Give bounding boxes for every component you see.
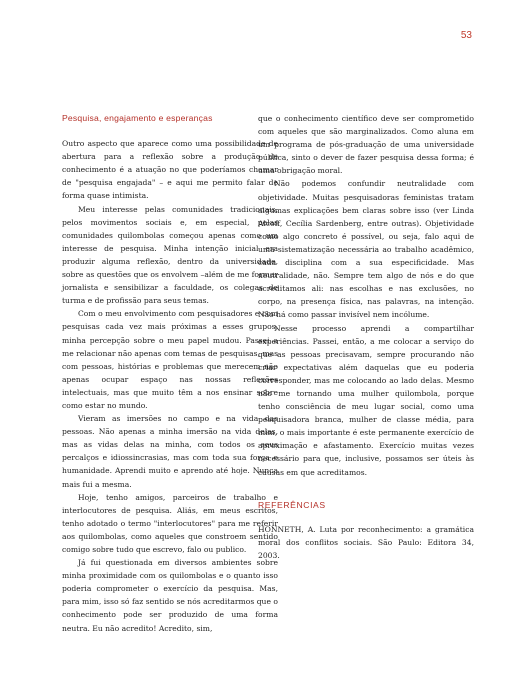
body-paragraph: Outro aspecto que aparece como uma possibilidade de abertura para a reflexão sobre a produção de conhecimento é a atuação no que poderíamos chamar de "pesquisa engajada" – e aqui me permito falar de forma quase intimista. <box>62 139 278 201</box>
body-paragraph: Com o meu envolvimento com pesquisadores e com pesquisas cada vez mais próximas a esses grupos, minha percepção sobre o meu papel mudou. Passei a me relacionar não apenas com temas de pesquisas, mas com pessoas, histórias e problemas que merecem não apenas ocupar espaço nas nossas reflexões intelectuais, mas que muito têm a nos ensinar sobre como estar no mundo. <box>62 309 278 410</box>
body-paragraph: Meu interesse pelas comunidades tradicionais, pelos movimentos sociais e, em especial, pelas comunidades quilombolas começou apenas como um interesse de pesquisa. Minha intenção inicial era produzir alguma reflexão, dentro da universidade, sobre as questões que os envolvem –além de me formar jornalista e sensibilizar a faculdade, os colegas de turma e de profissão para seus temas. <box>62 204 278 306</box>
body-paragraph: Vieram as imersões no campo e na vida das pessoas. Não apenas a minha imersão na vida delas, mas as vidas delas na minha, com todos os seus percalços e idiossincrasias, mas com toda sua força e humanidade. Aprendi muito e aprendo até hoje. Nunca mais fui a mesma. <box>62 414 278 489</box>
right-column <box>258 112 474 562</box>
body-paragraph: Não podemos confundir neutralidade com objetividade. Muitas pesquisadoras feministas tratam algumas explicações bem claras sobre isso (ver Linda Alcoff, Cecília Sardenberg, entre outras). Objetividade como algo concreto é possível, ou seja, falo aqui de uma sistematização necessária ao trabalho acadêmico, cada disciplina com a sua especificidade. Mas neutralidade, não. Sempre tem algo de nós e do que acreditamos ali: nas escolhas e nas exclusões, no corpo, na presença física, nas palavras, na intenção. Não há como passar invisível nem incólume. <box>258 179 474 320</box>
page-number: 53 <box>460 30 472 41</box>
body-paragraph: Hoje, tenho amigos, parceiros de trabalho e interlocutores de pesquisa. Aliás, em meus escritos, tenho adotado o termo "interlocutores" para me referir aos quilombolas, como aqueles que constroem sentido comigo sobre tudo que escrevo, falo ou publico. <box>62 492 278 554</box>
reference-entry: HONNETH, A. Luta por reconhecimento: a gramática moral dos conflitos sociais. São Paulo: Editora 34, 2003. <box>258 524 474 560</box>
references-heading: REFERÊNCIAS <box>258 499 326 510</box>
body-paragraph: que o conhecimento científico deve ser comprometido com aqueles que são marginalizados. Como aluna em um programa de pós-graduação de uma universidade pública, sinto o dever de fazer pesquisa dessa forma; é uma obrigação moral. <box>258 114 474 176</box>
left-column <box>62 112 278 635</box>
body-paragraph: Nesse processo aprendi a compartilhar experiências. Passei, então, a me colocar a serviço do que as pessoas precisavam, sempre procurando não criar expectativas além daquelas que eu poderia corresponder, mas me colocando ao lado delas. Mesmo não me tornando uma mulher quilombola, porque tenho consciência de meu lugar social, como uma pesquisadora branca, mulher de classe média, para mim, o mais importante é este permanente exercício de aproximação e afastamento. Exercício muitas vezes necessário para que, inclusive, possamos ser úteis às causas em que acreditamos. <box>258 323 474 477</box>
body-paragraph: Já fui questionada em diversos ambientes sobre minha proximidade com os quilombolas e o quanto isso poderia comprometer o exercício da pesquisa. Mas, para mim, isso só faz sentido se nós acreditarmos que o conhecimento pode ser produzido de uma forma neutra. Eu não acredito! Acredito, sim, <box>62 558 278 633</box>
section-heading: Pesquisa, engajamento e esperanças <box>62 113 213 123</box>
